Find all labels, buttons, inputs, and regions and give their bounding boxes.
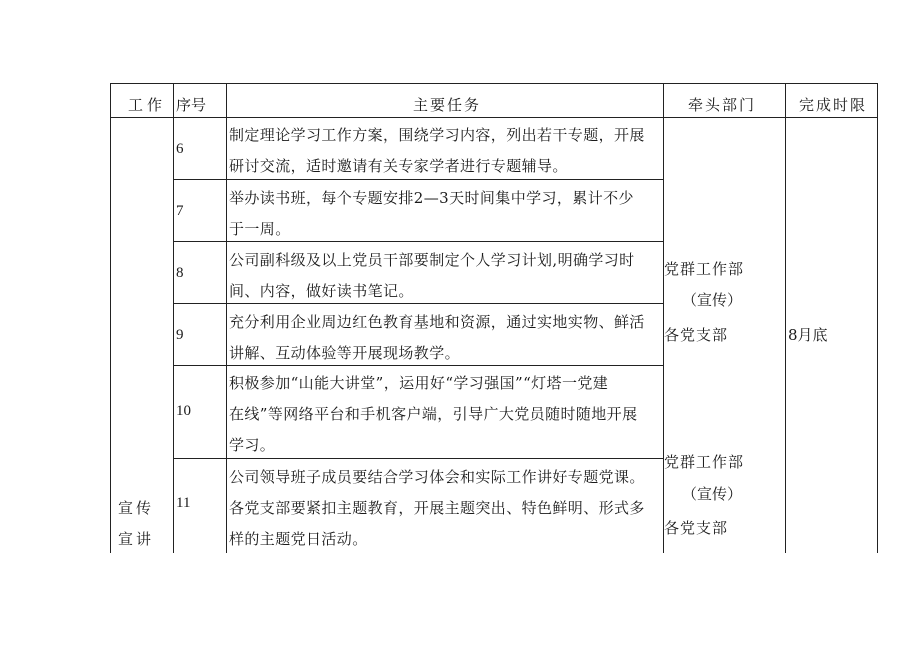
task-line: 在线”等网络平台和手机客户端，引导广大党员随时随地开展 [229, 405, 638, 423]
task-line: 公司领导班子成员要结合学习体会和实际工作讲好专题党课。 [229, 468, 645, 486]
lead-dept-line: 党群工作部 [664, 260, 745, 278]
task-table [110, 83, 878, 553]
header-dept: 牵头部门 [688, 96, 757, 114]
table-left-border [110, 83, 111, 553]
col-divider [173, 83, 174, 553]
task-line: 于一周。 [229, 220, 291, 238]
seq-number: 9 [176, 327, 184, 343]
work-category-line-2: 宣讲 [118, 530, 155, 548]
seq-number: 8 [176, 265, 184, 281]
task-line: 讲解、互动体验等开展现场教学。 [229, 344, 461, 362]
header-deadline: 完成时限 [799, 96, 868, 114]
lead-dept-line: 各党支部 [664, 519, 729, 537]
seq-number: 6 [176, 141, 184, 157]
task-line: 积极参加“山能大讲堂”，运用好“学习强国”“灯塔一党建 [229, 374, 609, 392]
table-right-border [877, 83, 878, 553]
task-text [229, 183, 669, 245]
task-text [229, 245, 669, 307]
lead-dept-line: 党群工作部 [664, 453, 745, 471]
lead-dept-line: （宣传） [682, 485, 743, 503]
header-task: 主要任务 [413, 96, 482, 114]
task-line: 充分利用企业周边红色教育基地和资源，通过实地实物、鲜活 [229, 313, 645, 331]
task-line: 制定理论学习工作方案，围绕学习内容，列出若干专题，开展 [229, 126, 645, 144]
col-divider [785, 83, 786, 553]
task-text [229, 120, 669, 182]
deadline-text: 8月底 [788, 326, 828, 344]
header-seq: 序号 [176, 96, 207, 114]
task-line: 间、内容，做好读书笔记。 [229, 282, 414, 300]
seq-number: 10 [176, 403, 191, 419]
task-text [229, 368, 669, 461]
seq-number: 7 [176, 203, 184, 219]
lead-dept-line: （宣传） [682, 291, 743, 309]
task-line: 各党支部要紧扣主题教育，开展主题突出、特色鲜明、形式多 [229, 499, 645, 517]
task-line: 举办读书班，每个专题安排2—3天时间集中学习，累计不少 [229, 189, 634, 207]
task-line: 公司副科级及以上党员干部要制定个人学习计划,明确学习时 [229, 251, 635, 269]
lead-dept-line: 各党支部 [664, 326, 729, 344]
col-divider [226, 83, 227, 553]
task-line: 样的主题党日活动。 [229, 530, 368, 548]
task-text [229, 462, 669, 555]
work-category-line-1: 宣传 [118, 499, 155, 517]
header-work: 工作 [128, 96, 167, 114]
task-line: 研讨交流，适时邀请有关专家学者进行专题辅导。 [229, 157, 568, 175]
seq-number: 11 [176, 495, 191, 511]
task-line: 学习。 [229, 436, 276, 454]
task-text [229, 307, 669, 369]
